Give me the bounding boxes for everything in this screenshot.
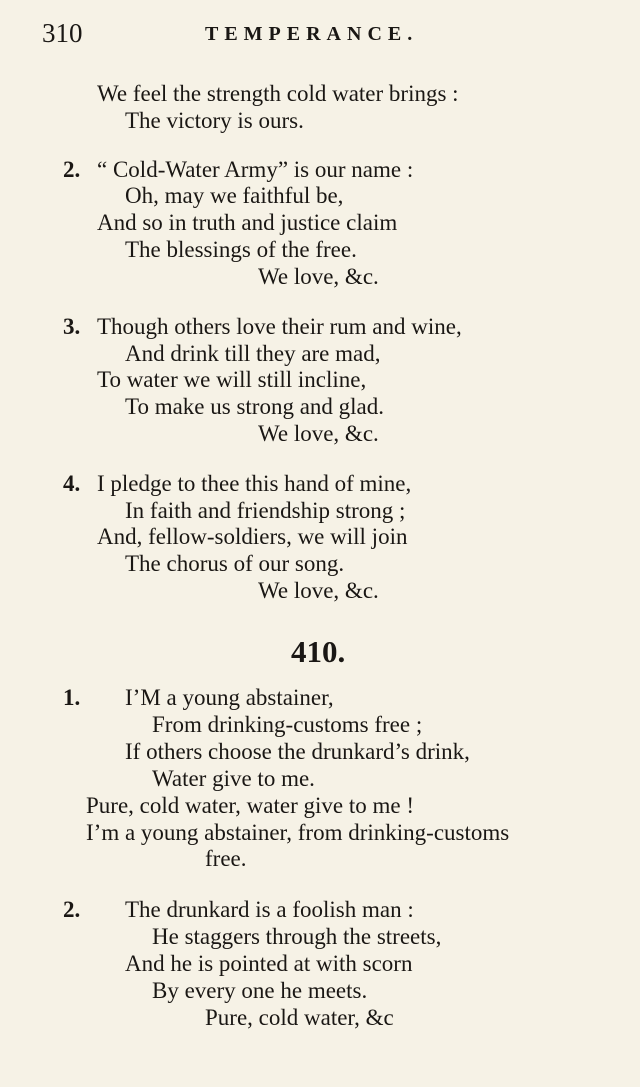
verse-line: To water we will still incline, xyxy=(97,367,367,392)
verse-line: Water give to me. xyxy=(152,766,315,791)
hymn-number: 410. xyxy=(291,634,346,669)
refrain-cue: We love, &c. xyxy=(258,421,379,446)
verse-line: And, fellow-soldiers, we will join xyxy=(97,524,408,549)
verse-line: The chorus of our song. xyxy=(125,551,345,576)
verse-line: Though others love their rum and wine, xyxy=(97,314,462,339)
verse-line: The victory is ours. xyxy=(125,108,304,133)
chorus-cue: Pure, cold water, &c xyxy=(205,1005,394,1030)
verse-line: He staggers through the streets, xyxy=(152,924,442,949)
refrain-cue: We love, &c. xyxy=(258,264,379,289)
page-number: 310 xyxy=(42,18,83,48)
verse-number: 4. xyxy=(63,471,81,496)
verse-line: Oh, may we faithful be, xyxy=(125,183,344,208)
running-title: TEMPERANCE. xyxy=(205,23,419,45)
verse-line: We feel the strength cold water brings : xyxy=(97,81,459,106)
verse-number: 2. xyxy=(63,897,81,922)
verse-line: The blessings of the free. xyxy=(125,237,357,262)
verse-line: To make us strong and glad. xyxy=(125,394,385,419)
verse-line: I pledge to thee this hand of mine, xyxy=(97,471,412,496)
verse-number: 1. xyxy=(63,685,81,710)
verse-line: In faith and friendship strong ; xyxy=(125,498,406,523)
verse-line: And he is pointed at with scorn xyxy=(125,951,413,976)
verse-line: The drunkard is a foolish man : xyxy=(125,897,414,922)
chorus-line: free. xyxy=(205,846,247,871)
verse-line: By every one he meets. xyxy=(152,978,368,1003)
verse-number: 3. xyxy=(63,314,81,339)
verse-number: 2. xyxy=(63,157,81,182)
verse-line: From drinking-customs free ; xyxy=(152,712,423,737)
verse-line: I’M a young abstainer, xyxy=(125,685,334,710)
chorus-line: I’m a young abstainer, from drinking-customs xyxy=(86,820,510,845)
refrain-cue: We love, &c. xyxy=(258,578,379,603)
verse-line: “ Cold-Water Army” is our name : xyxy=(97,157,414,182)
verse-line: And so in truth and justice claim xyxy=(97,210,398,235)
verse-line: And drink till they are mad, xyxy=(125,341,381,366)
verse-line: If others choose the drunkard’s drink, xyxy=(125,739,470,764)
chorus-line: Pure, cold water, water give to me ! xyxy=(86,793,414,818)
